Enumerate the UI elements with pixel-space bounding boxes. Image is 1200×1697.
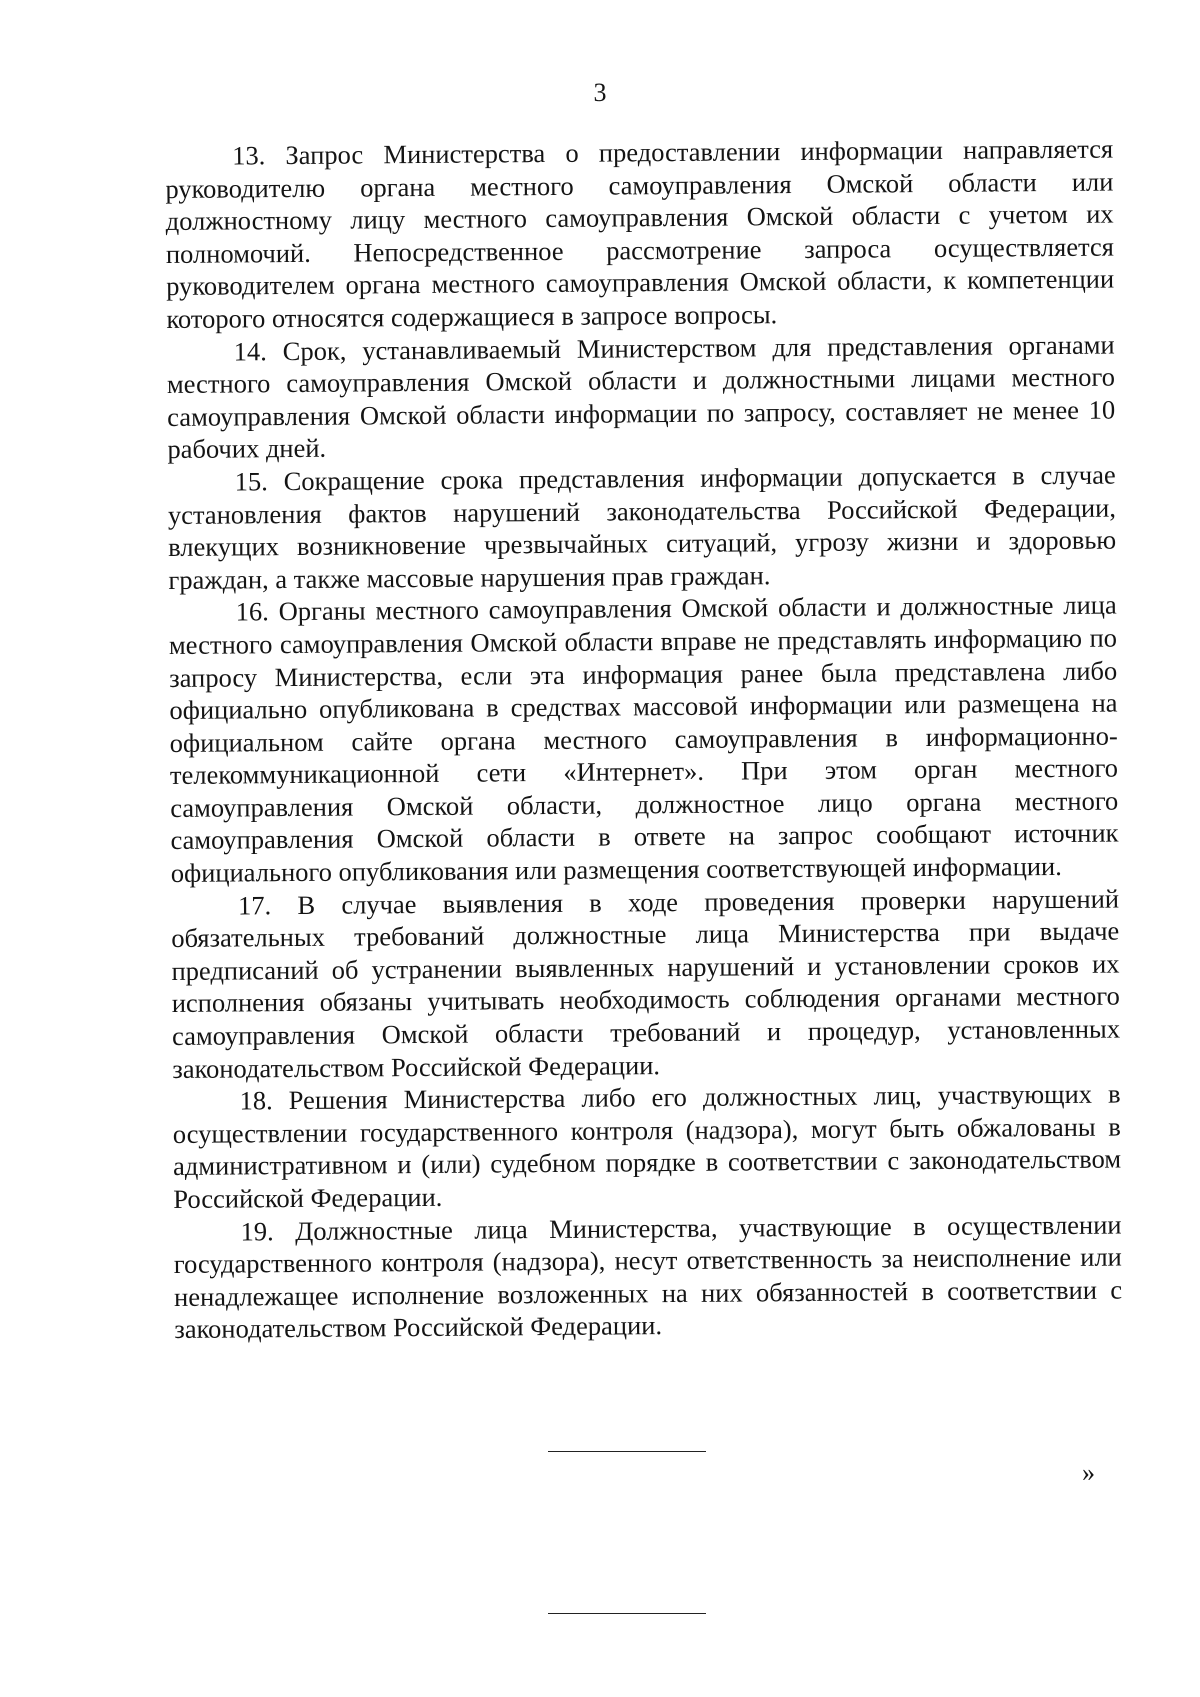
- paragraph-13: 13. Запрос Министерства о предоставлении информации направляется руководителю органа местного самоуправления Омской области или должностному лицу местного самоуправления Омской области с учетом их полномочий. Непосредственное рассмотрение запроса осуществляется руководителем органа местного самоуправления Омской области, к компетенции которого относятся содержащиеся в запросе вопросы.: [165, 133, 1115, 334]
- paragraph-14: 14. Срок, устанавливаемый Министерством для представления органами местного самоуправления Омской области и должностными лицами местного самоуправления Омской области информации по запросу, составляет не менее 10 рабочих дней.: [166, 329, 1116, 465]
- page-number: 3: [593, 78, 607, 107]
- paragraph-17: 17. В случае выявления в ходе проведения проверки нарушений обязательных требований должностные лица Министерства при выдаче предписаний об устранении выявленных нарушений и установлении сроков их исполнения обязаны учитывать необходимость соблюдения органами местного самоуправления Омской области требований и процедур, установленных законодательством Российской Федерации.: [171, 883, 1121, 1084]
- document-body: [165, 133, 1122, 1346]
- separator-line: [548, 1451, 706, 1452]
- closing-quote-mark: »: [1082, 1458, 1095, 1487]
- separator-line-bottom: [548, 1613, 706, 1614]
- paragraph-18: 18. Решения Министерства либо его должностных лиц, участвующих в осуществлении государственного контроля (надзора), могут быть обжалованы в административном и (или) судебном порядке в соответствии с законодательством Российской Федерации.: [172, 1078, 1122, 1214]
- paragraph-16: 16. Органы местного самоуправления Омской области и должностные лица местного самоуправления Омской области вправе не представлять информацию по запросу Министерства, если эта информация ранее была представлена либо официально опубликована в средствах массовой информации или размещена на официальном сайте органа местного самоуправления в информационно-телекоммуникационной сети «Интернет». При этом орган местного самоуправления Омской области, должностное лицо органа местного самоуправления Омской области в ответе на запрос сообщают источник официального опубликования или размещения соответствующей информации.: [168, 589, 1119, 889]
- paragraph-15: 15. Сокращение срока представления информации допускается в случае установления фактов нарушений законодательства Российской Федерации, влекущих возникновение чрезвычайных ситуаций, угрозу жизни и здоровью граждан, а также массовые нарушения прав граждан.: [167, 459, 1117, 595]
- paragraph-19: 19. Должностные лица Министерства, участвующие в осуществлении государственного контроля (надзора), несут ответственность за неисполнение или ненадлежащее исполнение возложенных на них обязанностей в соответствии с законодательством Российской Федерации.: [173, 1209, 1123, 1345]
